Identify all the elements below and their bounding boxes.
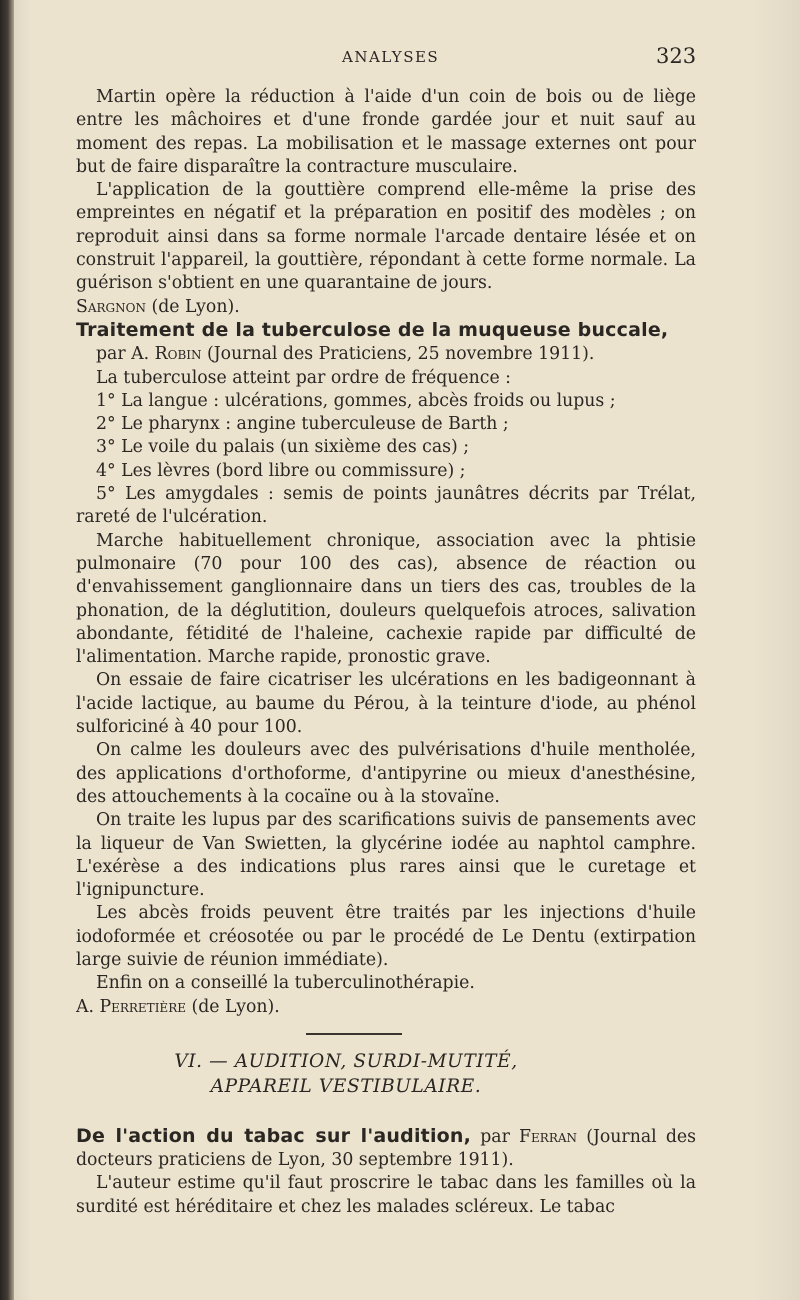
page-body [76,86,696,1219]
paragraph: On essaie de faire cicatriser les ulcérations en les badigeonnant à l'acide lactique, au baume du Pérou, à la teinture d'iode, au phénol sulforiciné à 40 pour 100. [76,670,696,738]
list-item: 4° Les lèvres (bord libre ou commissure) ; [96,460,466,481]
list-item: 3° Le voile du palais (un sixième des cas) ; [96,437,470,458]
section-heading-line-1: VI. — AUDITION, SURDI-MUTITÉ, [174,1050,518,1072]
article-source: (Journal des Praticiens, 25 novembre 1911). [201,344,595,365]
author-signature [76,296,696,319]
page-number: 323 [656,44,697,68]
paragraph: La tuberculose atteint par ordre de fréquence : [96,367,512,388]
paragraph: L'auteur estime qu'il faut proscrire le tabac dans les familles où la surdité est héréditaire et chez les malades scléreux. Le tabac [76,1173,696,1217]
byline-prefix: par A. [96,344,155,365]
article-heading [76,319,696,343]
list-item: 2° Le pharynx : angine tuberculeuse de Barth ; [96,414,509,435]
paragraph: Enfin on a conseillé la tuberculinothérapie. [96,973,475,994]
article-title: Traitement de la tuberculose de la muqueuse buccale, [76,318,669,341]
article-author: Robin [154,344,202,365]
paragraph: On traite les lupus par des scarifications suivis de pansements avec la liqueur de Van Swietten, la glycérine iodée au naphtol camphre. L'exérèse a des indications plus rares ainsi que le curetage et l'ignipuncture. [76,810,696,901]
paragraph: Martin opère la réduction à l'aide d'un coin de bois ou de liège entre les mâchoires et d'une fronde gardée jour et nuit sauf au moment des repas. La mobilisation et le massage externes ont pour but de faire disparaître la contracture musculaire. [76,87,696,177]
article-source: (Journal des docteurs praticiens de Lyon, 30 septembre 1911). [76,1126,696,1171]
signature-prefix: A. [76,996,100,1017]
signature-place: (de Lyon). [186,996,280,1017]
paragraph: Marche habituellement chronique, association avec la phtisie pulmonaire (70 pour 100 des cas), absence de réaction ou d'envahissement ganglionnaire dans un tiers des cas, troubles de la phonation, de la déglutition, douleurs quelquefois atroces, salivation abondante, fétidité de l'haleine, cachexie rapide par difficulté de l'alimentation. Marche rapide, pronostic grave. [76,530,696,668]
article-title: De l'action du tabac sur l'audition, [76,1124,472,1147]
paragraph: L'application de la gouttière comprend elle-même la prise des empreintes en négatif et la préparation en positif des modèles ; on reproduit ainsi dans sa forme normale l'arcade dentaire lésée et on construit l'appareil, la gouttière, répondant à cette forme normale. La guérison s'obtient en une quarantaine de jours. [76,180,696,294]
signature-name: Sargnon [76,296,146,317]
byline-prefix: par [471,1126,520,1147]
article-author: Ferran [519,1126,578,1147]
paragraph: On calme les douleurs avec des pulvérisations d'huile mentholée, des applications d'orthoforme, d'antipyrine ou mieux d'anesthésine, des attouchements à la cocaïne ou à la stovaïne. [76,740,696,807]
author-signature [76,996,696,1019]
section-divider [306,1033,402,1035]
list-item: 5° Les amygdales : semis de points jaunâtres décrits par Trélat, rareté de l'ulcération. [76,484,696,528]
paragraph: Les abcès froids peuvent être traités par les injections d'huile iodoformée et créosotée ou par le procédé de Le Dentu (extirpation large suivie de réunion immédiate). [76,903,696,970]
article-heading [76,1125,696,1173]
signature-place: (de Lyon). [145,296,240,317]
article-byline [76,343,696,366]
signature-name: Perretière [99,996,186,1017]
running-header [0,44,800,74]
section-heading-line-2: APPAREIL VESTIBULAIRE. [210,1075,482,1097]
list-item: 1° La langue : ulcérations, gommes, abcès froids ou lupus ; [96,390,616,411]
running-title: ANALYSES [342,48,440,66]
